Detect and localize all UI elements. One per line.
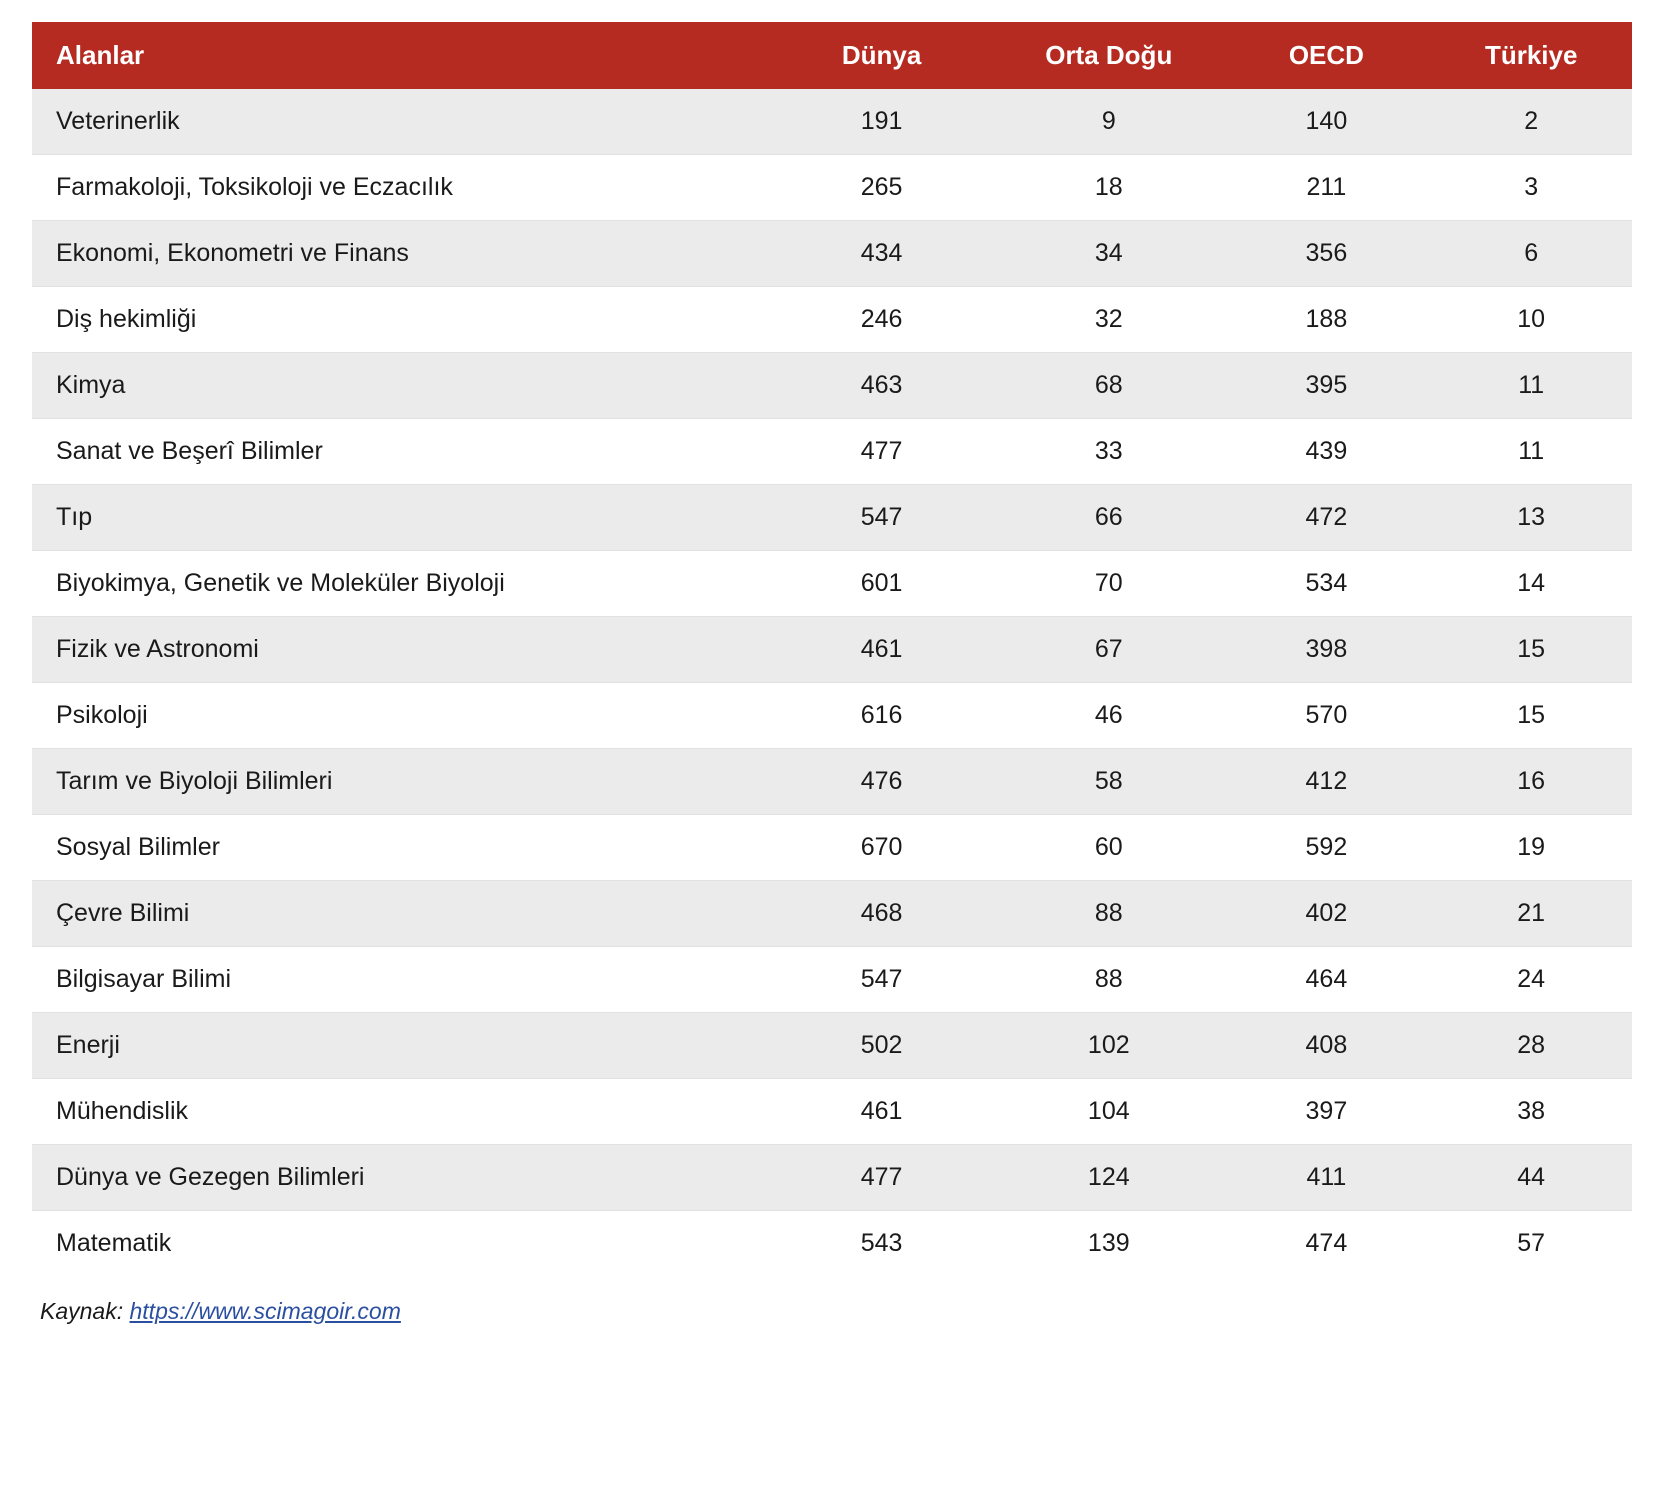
table-body <box>32 89 1632 1276</box>
cell-oecd: 398 <box>1222 617 1430 683</box>
cell-orta-dogu: 66 <box>995 485 1222 551</box>
cell-alan: Psikoloji <box>32 683 768 749</box>
cell-dunya: 468 <box>768 881 995 947</box>
table-row <box>32 485 1632 551</box>
cell-dunya: 246 <box>768 287 995 353</box>
cell-alan: Tıp <box>32 485 768 551</box>
cell-dunya: 547 <box>768 947 995 1013</box>
cell-turkiye: 19 <box>1430 815 1632 881</box>
cell-alan: Kimya <box>32 353 768 419</box>
cell-turkiye: 11 <box>1430 353 1632 419</box>
cell-dunya: 265 <box>768 155 995 221</box>
cell-orta-dogu: 60 <box>995 815 1222 881</box>
cell-orta-dogu: 18 <box>995 155 1222 221</box>
cell-oecd: 472 <box>1222 485 1430 551</box>
cell-turkiye: 11 <box>1430 419 1632 485</box>
table-row <box>32 749 1632 815</box>
cell-alan: Dünya ve Gezegen Bilimleri <box>32 1145 768 1211</box>
cell-turkiye: 21 <box>1430 881 1632 947</box>
cell-orta-dogu: 104 <box>995 1079 1222 1145</box>
cell-orta-dogu: 68 <box>995 353 1222 419</box>
cell-oecd: 211 <box>1222 155 1430 221</box>
cell-alan: Çevre Bilimi <box>32 881 768 947</box>
cell-alan: Mühendislik <box>32 1079 768 1145</box>
cell-dunya: 476 <box>768 749 995 815</box>
table-row <box>32 155 1632 221</box>
cell-alan: Enerji <box>32 1013 768 1079</box>
cell-oecd: 464 <box>1222 947 1430 1013</box>
cell-orta-dogu: 33 <box>995 419 1222 485</box>
cell-turkiye: 38 <box>1430 1079 1632 1145</box>
scimago-fields-table <box>32 22 1632 1276</box>
cell-dunya: 543 <box>768 1211 995 1277</box>
table-row <box>32 1211 1632 1277</box>
cell-turkiye: 6 <box>1430 221 1632 287</box>
table-row <box>32 1145 1632 1211</box>
cell-turkiye: 15 <box>1430 617 1632 683</box>
cell-dunya: 461 <box>768 617 995 683</box>
cell-orta-dogu: 34 <box>995 221 1222 287</box>
cell-oecd: 412 <box>1222 749 1430 815</box>
cell-dunya: 601 <box>768 551 995 617</box>
column-header-turkiye: Türkiye <box>1430 22 1632 89</box>
column-header-dunya: Dünya <box>768 22 995 89</box>
cell-oecd: 188 <box>1222 287 1430 353</box>
cell-oecd: 402 <box>1222 881 1430 947</box>
table-row <box>32 287 1632 353</box>
table-header-row <box>32 22 1632 89</box>
cell-oecd: 592 <box>1222 815 1430 881</box>
table-row <box>32 1013 1632 1079</box>
table-row <box>32 419 1632 485</box>
cell-alan: Veterinerlik <box>32 89 768 155</box>
cell-dunya: 616 <box>768 683 995 749</box>
cell-alan: Sanat ve Beşerî Bilimler <box>32 419 768 485</box>
table-row <box>32 353 1632 419</box>
cell-alan: Bilgisayar Bilimi <box>32 947 768 1013</box>
cell-oecd: 140 <box>1222 89 1430 155</box>
cell-orta-dogu: 139 <box>995 1211 1222 1277</box>
table-header <box>32 22 1632 89</box>
cell-alan: Ekonomi, Ekonometri ve Finans <box>32 221 768 287</box>
cell-turkiye: 2 <box>1430 89 1632 155</box>
column-header-alanlar: Alanlar <box>32 22 768 89</box>
cell-oecd: 408 <box>1222 1013 1430 1079</box>
table-row <box>32 683 1632 749</box>
cell-oecd: 474 <box>1222 1211 1430 1277</box>
cell-dunya: 670 <box>768 815 995 881</box>
cell-alan: Diş hekimliği <box>32 287 768 353</box>
cell-turkiye: 10 <box>1430 287 1632 353</box>
cell-turkiye: 14 <box>1430 551 1632 617</box>
table-row <box>32 815 1632 881</box>
cell-orta-dogu: 67 <box>995 617 1222 683</box>
cell-alan: Sosyal Bilimler <box>32 815 768 881</box>
cell-dunya: 461 <box>768 1079 995 1145</box>
cell-orta-dogu: 70 <box>995 551 1222 617</box>
table-row <box>32 947 1632 1013</box>
source-label: Kaynak: <box>40 1298 124 1324</box>
cell-turkiye: 57 <box>1430 1211 1632 1277</box>
cell-dunya: 477 <box>768 419 995 485</box>
cell-oecd: 534 <box>1222 551 1430 617</box>
cell-dunya: 434 <box>768 221 995 287</box>
cell-turkiye: 28 <box>1430 1013 1632 1079</box>
column-header-orta-dogu: Orta Doğu <box>995 22 1222 89</box>
cell-turkiye: 44 <box>1430 1145 1632 1211</box>
cell-orta-dogu: 124 <box>995 1145 1222 1211</box>
cell-turkiye: 15 <box>1430 683 1632 749</box>
table-row <box>32 221 1632 287</box>
table-row <box>32 617 1632 683</box>
cell-alan: Matematik <box>32 1211 768 1277</box>
table-row <box>32 1079 1632 1145</box>
table-row <box>32 881 1632 947</box>
cell-turkiye: 16 <box>1430 749 1632 815</box>
cell-dunya: 191 <box>768 89 995 155</box>
cell-dunya: 547 <box>768 485 995 551</box>
cell-turkiye: 3 <box>1430 155 1632 221</box>
table-row <box>32 551 1632 617</box>
cell-orta-dogu: 58 <box>995 749 1222 815</box>
cell-orta-dogu: 9 <box>995 89 1222 155</box>
cell-oecd: 397 <box>1222 1079 1430 1145</box>
cell-orta-dogu: 46 <box>995 683 1222 749</box>
cell-oecd: 356 <box>1222 221 1430 287</box>
cell-alan: Farmakoloji, Toksikoloji ve Eczacılık <box>32 155 768 221</box>
cell-oecd: 570 <box>1222 683 1430 749</box>
cell-orta-dogu: 88 <box>995 947 1222 1013</box>
source-link[interactable]: https://www.scimagoir.com <box>129 1298 401 1324</box>
cell-oecd: 439 <box>1222 419 1430 485</box>
cell-turkiye: 24 <box>1430 947 1632 1013</box>
cell-alan: Biyokimya, Genetik ve Moleküler Biyoloji <box>32 551 768 617</box>
cell-alan: Tarım ve Biyoloji Bilimleri <box>32 749 768 815</box>
cell-orta-dogu: 102 <box>995 1013 1222 1079</box>
column-header-oecd: OECD <box>1222 22 1430 89</box>
source-note <box>32 1298 1632 1325</box>
cell-dunya: 463 <box>768 353 995 419</box>
table-row <box>32 89 1632 155</box>
cell-dunya: 502 <box>768 1013 995 1079</box>
cell-dunya: 477 <box>768 1145 995 1211</box>
cell-turkiye: 13 <box>1430 485 1632 551</box>
cell-orta-dogu: 88 <box>995 881 1222 947</box>
cell-oecd: 395 <box>1222 353 1430 419</box>
cell-alan: Fizik ve Astronomi <box>32 617 768 683</box>
cell-oecd: 411 <box>1222 1145 1430 1211</box>
cell-orta-dogu: 32 <box>995 287 1222 353</box>
